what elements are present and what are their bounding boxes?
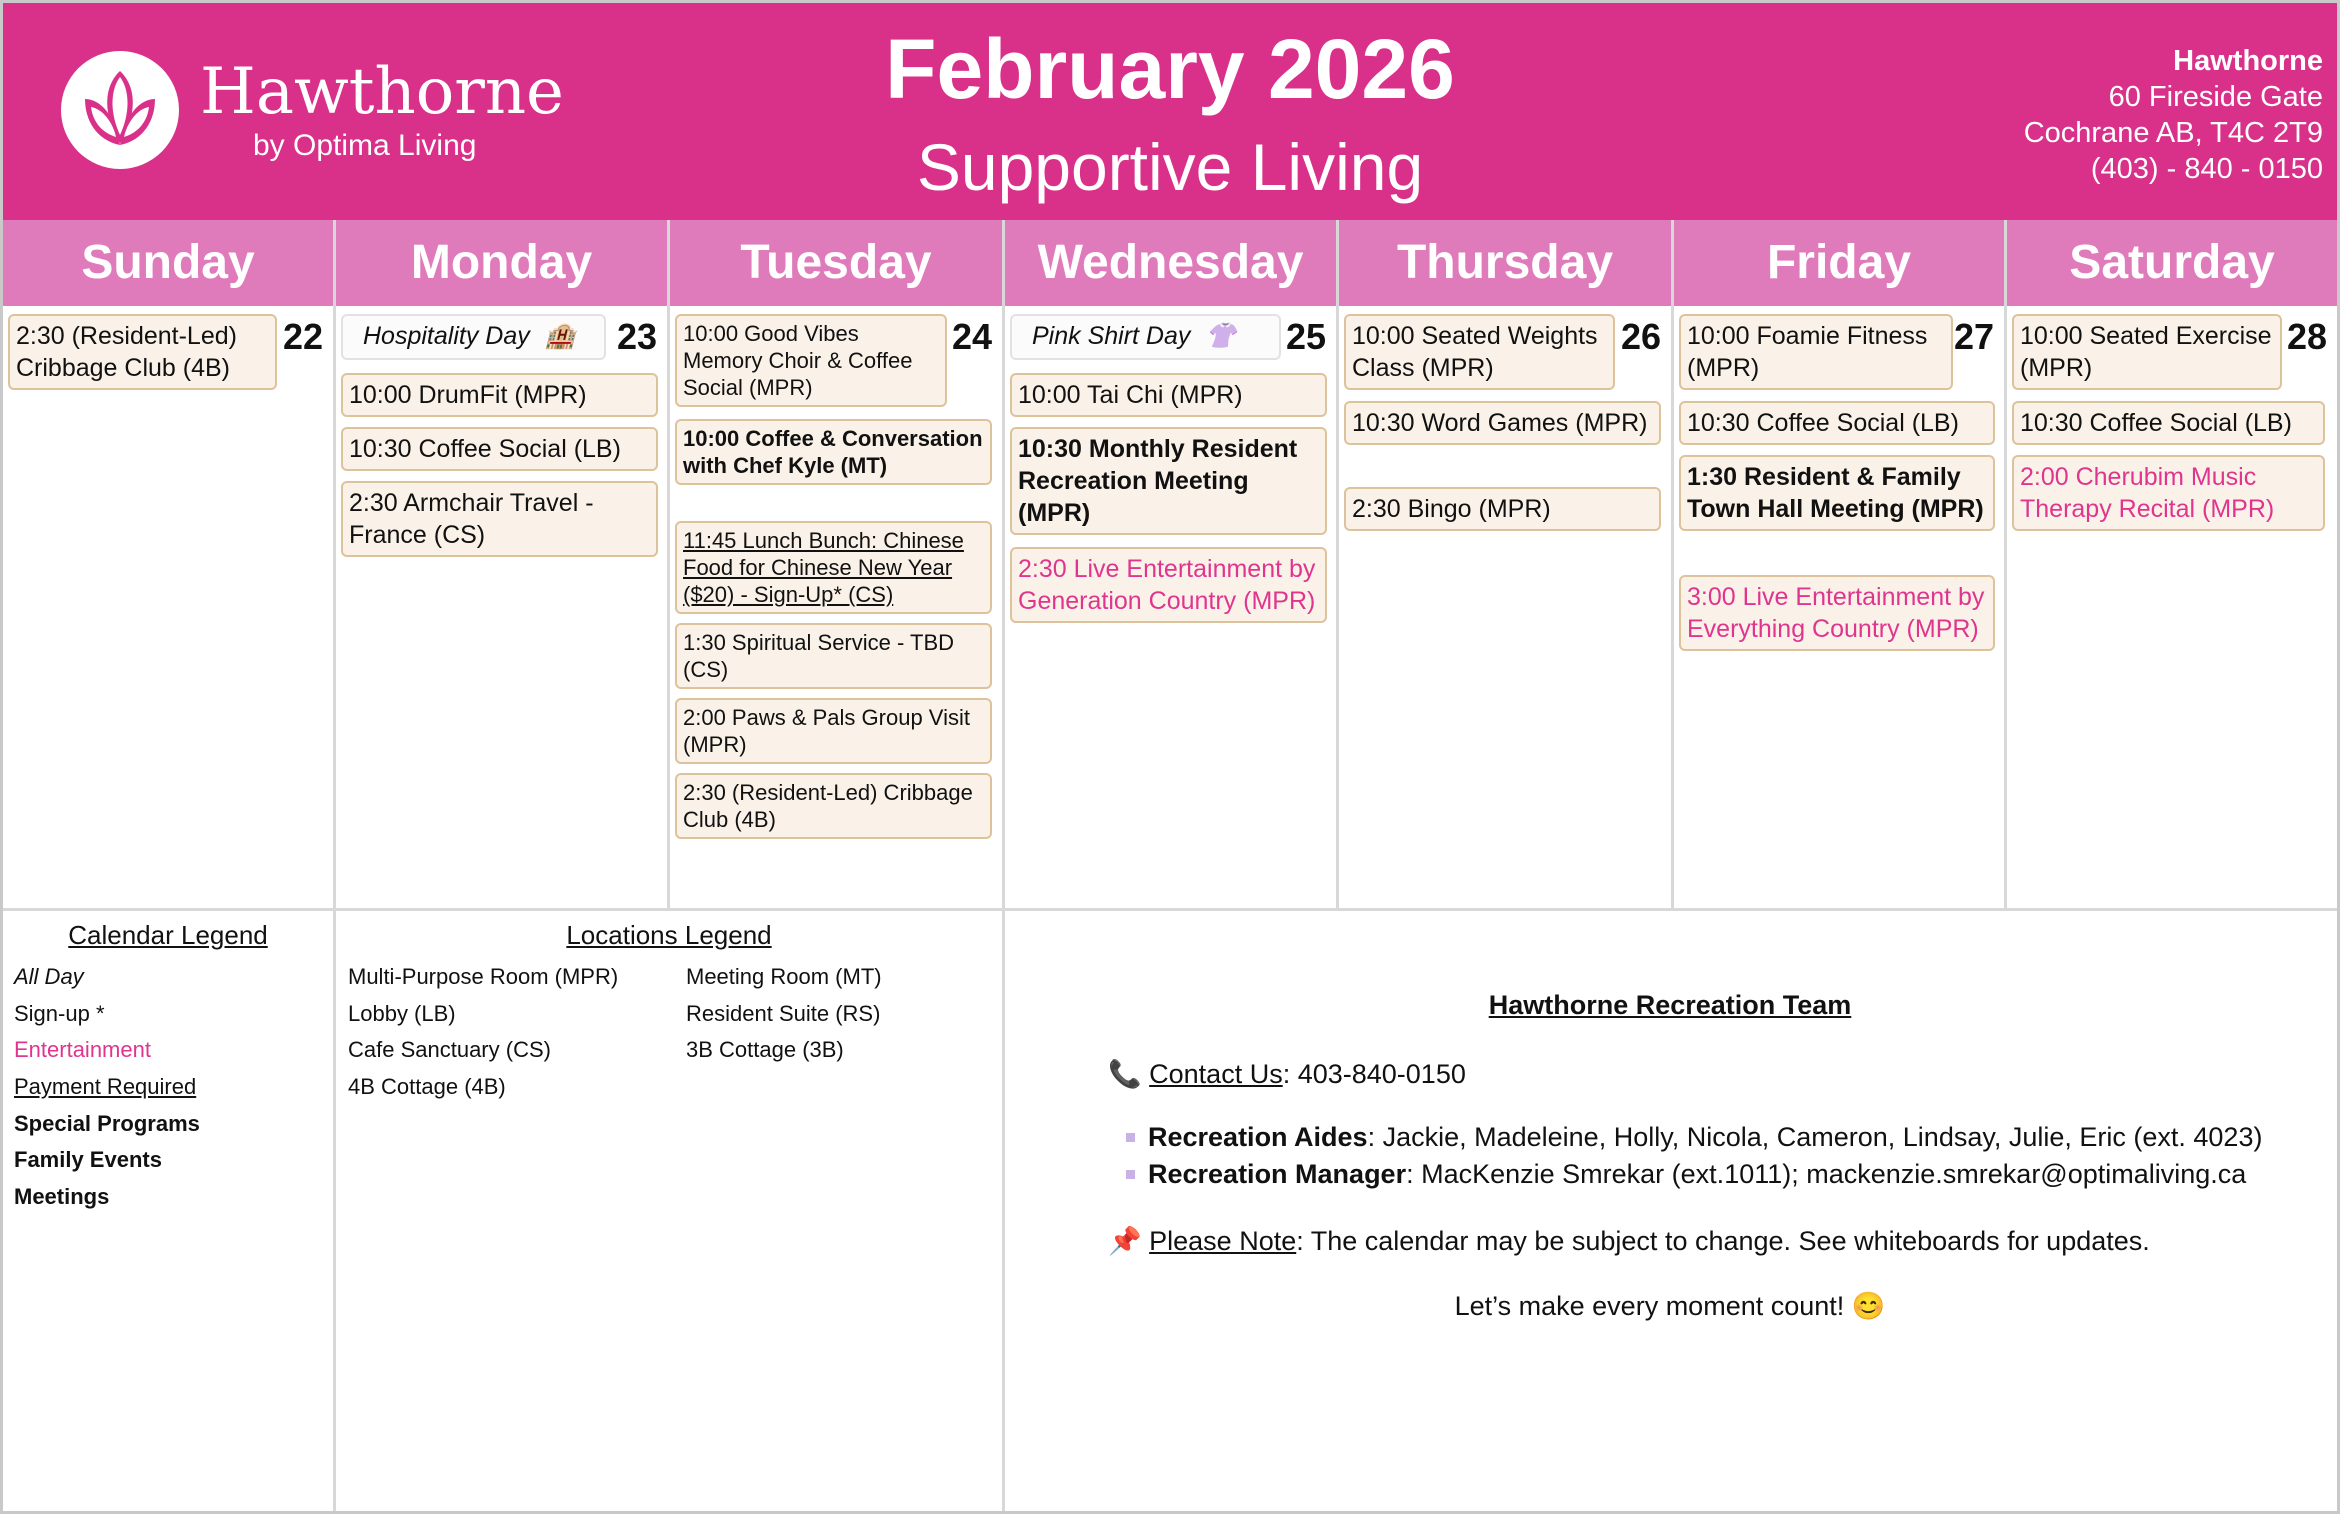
address-city: Cochrane AB, T4C 2T9 <box>2023 117 2323 149</box>
day-number: 27 <box>1953 316 1994 357</box>
event-item-entertainment[interactable]: 3:00 Live Entertainment by Everything Country (MPR) <box>1679 575 1995 651</box>
location-item: Cafe Sanctuary (CS) <box>348 1037 551 1062</box>
pin-icon: 📌 <box>1108 1226 1142 1256</box>
weekday-monday: Monday <box>336 220 670 306</box>
event-item[interactable]: 10:00 Seated Exercise (MPR) <box>2012 314 2282 390</box>
brand-name: Hawthorne <box>200 55 564 129</box>
day-cell-27 <box>1674 306 2007 910</box>
event-item[interactable]: 10:00 Foamie Fitness (MPR) <box>1679 314 1953 390</box>
weekday-friday: Friday <box>1674 220 2007 306</box>
manager-value: : MacKenzie Smrekar (ext.1011); mackenzie.smrekar@optimaliving.ca <box>1406 1159 2247 1189</box>
location-item: 4B Cottage (4B) <box>348 1074 506 1099</box>
bullet-icon <box>1126 1170 1135 1179</box>
aides-value: : Jackie, Madeleine, Holly, Nicola, Cameron, Lindsay, Julie, Eric (ext. 4023) <box>1367 1122 2263 1152</box>
address-name: Hawthorne <box>2173 45 2323 77</box>
event-item[interactable]: 10:30 Word Games (MPR) <box>1344 401 1661 445</box>
note-line <box>1108 1225 2150 1257</box>
day-cell-22 <box>3 306 336 910</box>
brand-subtitle: by Optima Living <box>253 129 477 162</box>
locations-legend-title: Locations Legend <box>566 920 772 950</box>
event-item-family[interactable]: 1:30 Resident & Family Town Hall Meeting (MPR) <box>1679 455 1995 531</box>
weekday-header-row <box>3 220 2337 306</box>
weekday-saturday: Saturday <box>2069 236 2275 289</box>
event-item[interactable]: 2:30 Armchair Travel - France (CS) <box>341 481 658 557</box>
legend-entertainment: Entertainment <box>14 1037 151 1062</box>
address-phone: (403) - 840 - 0150 <box>2090 153 2323 185</box>
day-cell-24 <box>670 306 1005 910</box>
event-item[interactable]: 10:30 Coffee Social (LB) <box>1679 401 1995 445</box>
weekday-thursday: Thursday <box>1339 220 1674 306</box>
event-item-entertainment[interactable]: 2:00 Cherubim Music Therapy Recital (MPR) <box>2012 455 2325 531</box>
header <box>3 3 2337 220</box>
event-item-special[interactable]: 10:00 Coffee & Conversation with Chef Kyle (MT) <box>675 419 992 485</box>
day-number: 24 <box>951 316 992 357</box>
closing-message: Let’s make every moment count! 😊 <box>1454 1291 1886 1321</box>
legend-sign-up: Sign-up * <box>14 1001 105 1026</box>
day-number: 25 <box>1285 316 1326 357</box>
address-street: 60 Fireside Gate <box>2108 81 2323 113</box>
day-number: 28 <box>2286 316 2327 357</box>
weekday-wednesday: Wednesday <box>1005 220 1339 306</box>
day-number: 22 <box>282 316 323 357</box>
weekday-tuesday: Tuesday <box>670 220 1005 306</box>
phone-icon: 📞 <box>1108 1059 1142 1089</box>
allday-label: Pink Shirt Day <box>1032 322 1191 350</box>
manager-label: Recreation Manager <box>1148 1159 1407 1189</box>
event-item[interactable]: 2:00 Paws & Pals Group Visit (MPR) <box>675 698 992 764</box>
day-number: 23 <box>616 316 657 357</box>
location-item: Lobby (LB) <box>348 1001 456 1026</box>
event-item[interactable]: 10:00 Tai Chi (MPR) <box>1010 373 1327 417</box>
event-item[interactable]: 10:00 DrumFit (MPR) <box>341 373 658 417</box>
team-title: Hawthorne Recreation Team <box>1488 990 1852 1020</box>
event-item[interactable]: 10:00 Good Vibes Memory Choir & Coffee Social (MPR) <box>675 314 947 407</box>
location-item: 3B Cottage (3B) <box>686 1037 844 1062</box>
calendar-legend-title: Calendar Legend <box>68 920 268 950</box>
legend-special-programs: Special Programs <box>14 1111 200 1136</box>
legend-payment-required: Payment Required <box>14 1074 197 1099</box>
event-item[interactable]: 10:00 Seated Weights Class (MPR) <box>1344 314 1615 390</box>
event-item[interactable]: 2:30 (Resident-Led) Cribbage Club (4B) <box>8 314 277 390</box>
day-number: 26 <box>1620 316 1661 357</box>
day-cell-28 <box>2007 306 2337 910</box>
aides-line <box>1148 1122 2262 1153</box>
location-item: Meeting Room (MT) <box>686 964 882 989</box>
divider <box>3 908 2337 911</box>
legend-all-day: All Day <box>14 964 84 989</box>
page-title: February 2026 <box>885 22 1455 116</box>
event-item[interactable]: 10:30 Coffee Social (LB) <box>2012 401 2325 445</box>
location-item: Multi-Purpose Room (MPR) <box>348 964 619 989</box>
legend-family-events: Family Events <box>14 1147 162 1172</box>
event-item-payment[interactable]: 11:45 Lunch Bunch: Chinese Food for Chinese New Year ($20) - Sign-Up* (CS) <box>675 521 992 614</box>
contact-value: : 403-840-0150 <box>1282 1059 1466 1089</box>
page-subtitle: Supportive Living <box>916 130 1424 204</box>
event-item[interactable]: 2:30 (Resident-Led) Cribbage Club (4B) <box>675 773 992 839</box>
contact-label: Contact Us <box>1149 1059 1283 1089</box>
divider <box>333 911 336 1511</box>
bullet-icon <box>1126 1133 1135 1142</box>
event-item-meeting[interactable]: 10:30 Monthly Resident Recreation Meeting (MPR) <box>1010 427 1327 535</box>
shirt-icon: 👚 <box>1205 322 1237 350</box>
manager-line <box>1148 1159 2246 1190</box>
day-cell-23 <box>336 306 670 910</box>
note-value: : The calendar may be subject to change. See whiteboards for updates. <box>1296 1226 2150 1256</box>
day-cell-25 <box>1005 306 1339 910</box>
weekday-sunday: Sunday <box>3 220 336 306</box>
event-item[interactable]: 1:30 Spiritual Service - TBD (CS) <box>675 623 992 689</box>
day-cell-26 <box>1339 306 1674 910</box>
location-item: Resident Suite (RS) <box>686 1001 881 1026</box>
aides-label: Recreation Aides <box>1148 1122 1368 1152</box>
event-item[interactable]: 2:30 Bingo (MPR) <box>1344 487 1661 531</box>
hotel-icon: 🏨 <box>544 322 576 350</box>
allday-label: Hospitality Day <box>363 322 530 350</box>
allday-event[interactable] <box>341 314 606 360</box>
event-item-entertainment[interactable]: 2:30 Live Entertainment by Generation Country (MPR) <box>1010 547 1327 623</box>
contact-line <box>1108 1058 1466 1090</box>
note-label: Please Note <box>1149 1226 1297 1256</box>
event-item[interactable]: 10:30 Coffee Social (LB) <box>341 427 658 471</box>
legend-meetings: Meetings <box>14 1184 110 1209</box>
address-block <box>2024 43 2323 187</box>
allday-event[interactable] <box>1010 314 1281 360</box>
